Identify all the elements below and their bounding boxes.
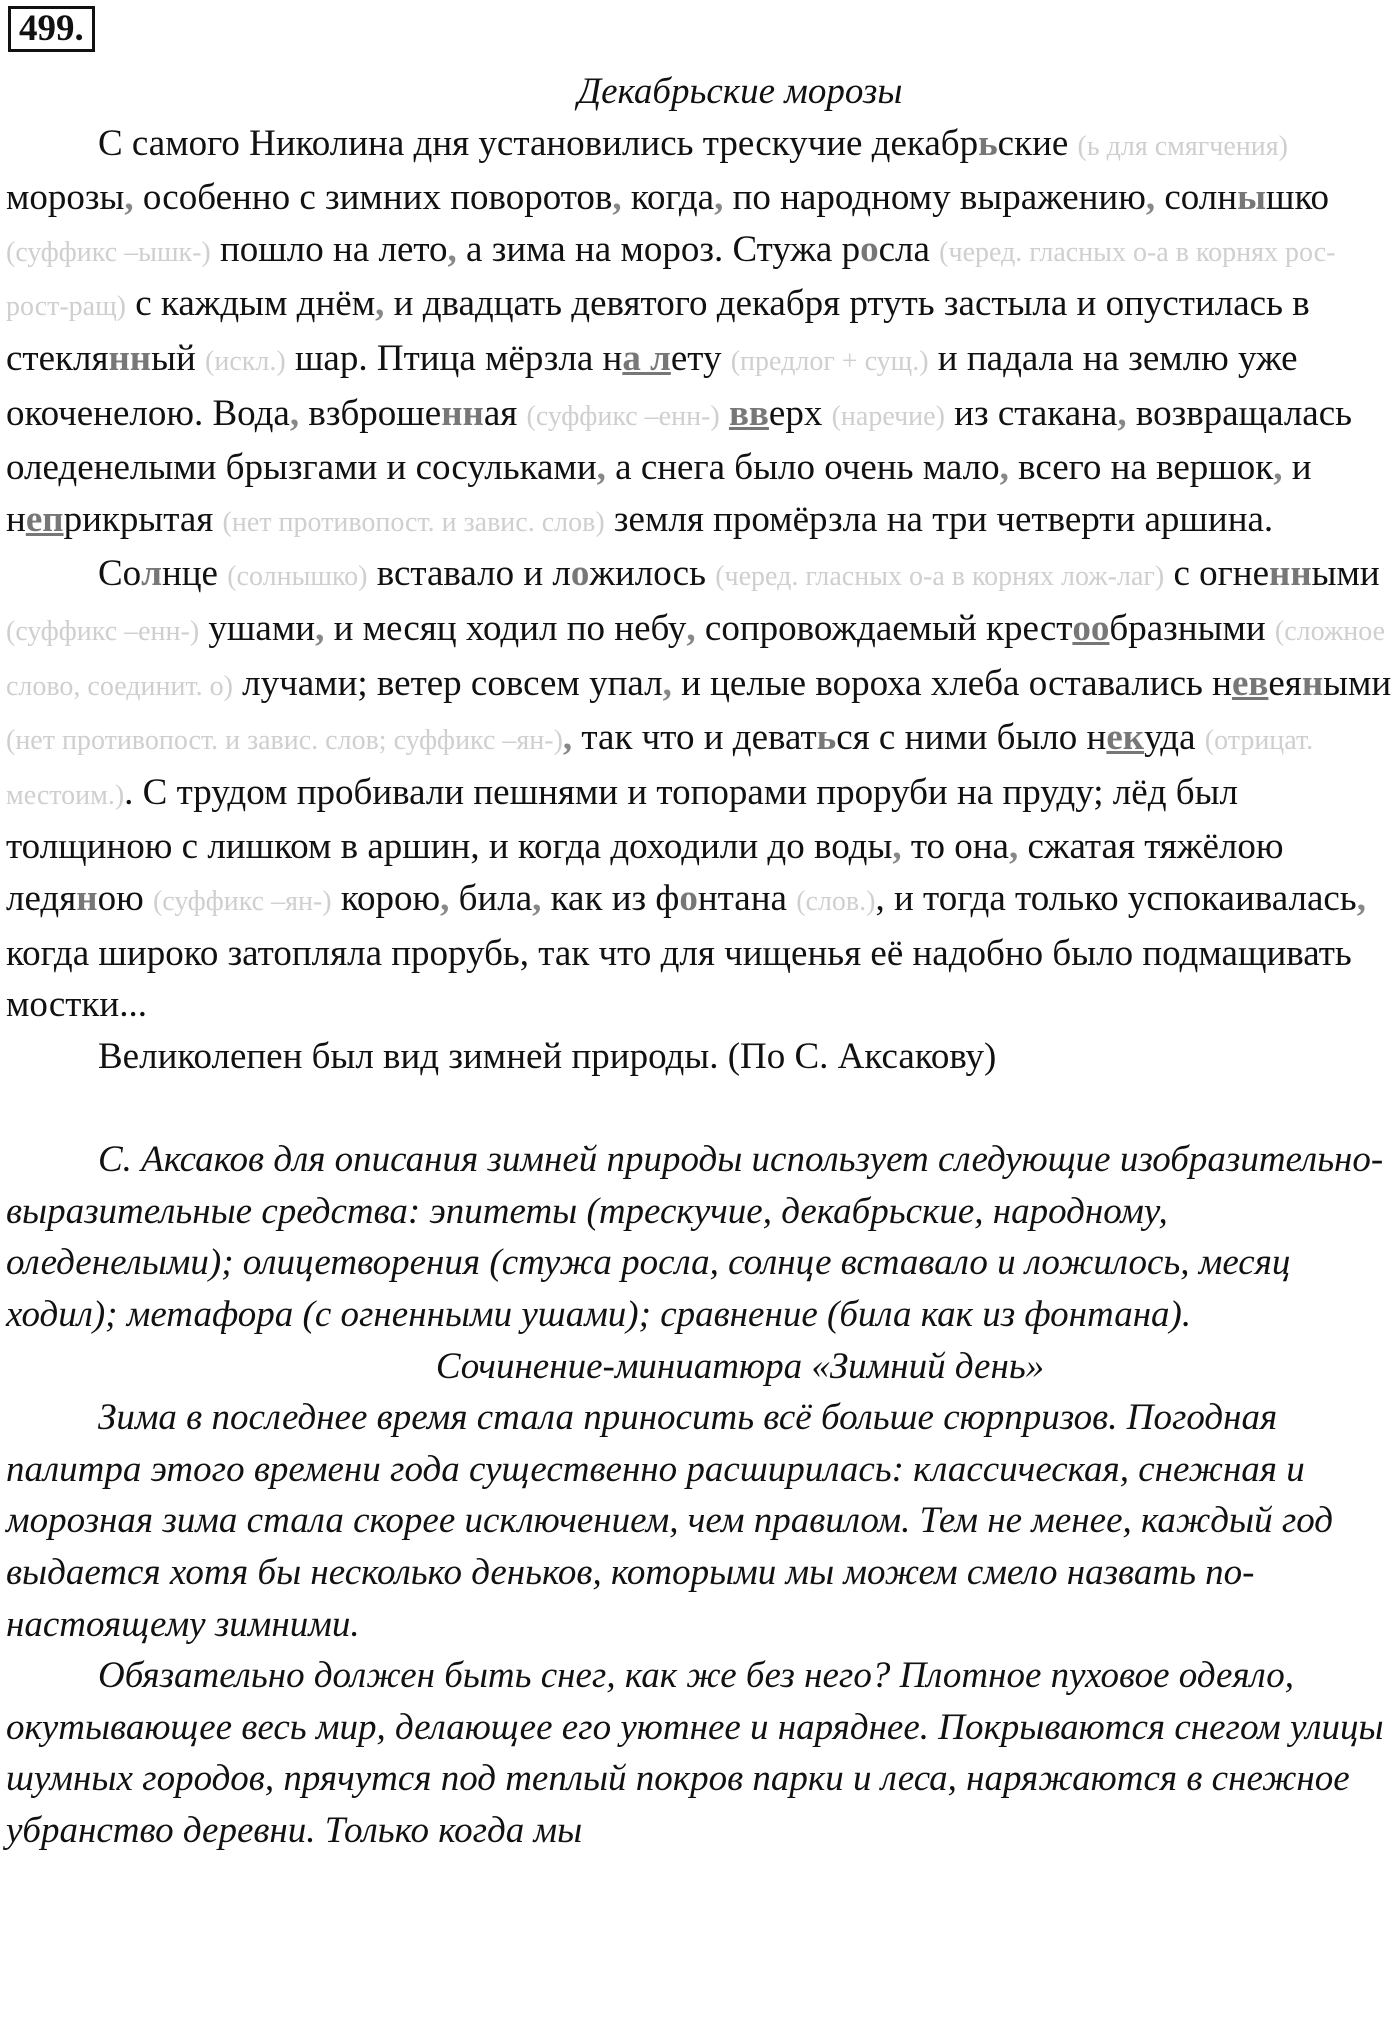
paragraph-3: Великолепен был вид зимней природы. (По С. Аксакову) [98,1035,997,1077]
text-run: ея [1268,662,1302,704]
document-body [6,66,1394,1857]
text-run: то она [901,826,1009,868]
spelling-note: (черед. гласных о-а в корнях рос-рост-ращ) [6,236,1336,323]
text-run: шко [1265,177,1330,219]
highlighted-letter: , [892,826,902,868]
text-run: уда [1144,717,1205,759]
spelling-note: (наречие) [831,400,945,432]
text-run: Со [98,553,142,595]
spelling-note: (предлог + сущ.) [730,345,929,377]
text-run: нце [161,553,228,595]
paragraph-2 [6,548,1394,1030]
spelling-note: (нет противопост. и завис. слов; суффикс –ян-) [6,725,563,757]
text-run: взброше [299,392,442,434]
text-run: из стакана [944,392,1118,434]
highlighted-letter: , [1117,392,1127,434]
text-run: лучами; ветер совсем упал [232,662,663,704]
highlighted-letter: еп [25,498,64,540]
highlighted-letter: , [447,228,457,270]
text-run: шар. Птица мёрзла н [285,337,623,379]
text-run: а снега было очень мало [605,447,1000,489]
highlighted-letter: нн [108,337,152,379]
highlighted-letter: , [532,877,542,919]
essay-title: Сочинение-миниатюра «Зимний день» [435,1345,1045,1387]
text-run: , и тогда только успокаивалась [875,877,1357,919]
highlighted-letter: , [440,877,450,919]
spelling-note: (искл.) [205,345,286,377]
highlighted-letter: нн [441,392,484,434]
text-run: возвращалась оледенелыми брызгами и сосульками [6,392,1353,489]
highlighted-letter: , [662,662,672,704]
text-run [720,393,729,434]
text-run: морозы [6,177,125,219]
text-run: всего на вершок [1008,447,1274,489]
spelling-note: (слов.) [796,885,876,917]
text-run: ерх [768,392,832,434]
text-run: корою [331,877,441,919]
highlighted-letter: , [999,447,1009,489]
text-run: а зима на мороз. Стужа р [456,228,861,270]
text-run: и падала на землю уже окоченелою. Вода [6,337,1298,434]
highlighted-letter: , [124,177,134,219]
text-run: пошло на лето [210,228,448,270]
text-run: и месяц ходил по небу [324,607,687,649]
text-run: сла [878,228,940,270]
text-run: солн [1155,177,1238,219]
text-run: ся с ними было н [836,717,1107,759]
text-run: и целые вороха хлеба оставались н [671,662,1232,704]
highlighted-letter: а л [622,337,671,379]
highlighted-letter: вв [728,392,769,434]
highlighted-letter: о [679,877,698,919]
highlighted-letter: , [315,607,325,649]
highlighted-letter: ек [1106,717,1145,759]
text-run: ушами [199,607,316,649]
text-run: с каждым днём [126,283,376,325]
text-run: вставало и л [367,553,571,595]
text-run: и двадцать девятого декабря ртуть застыла и опустилась в стекля [6,283,1310,379]
text-run: так что и деват [572,717,817,759]
text-run: рикрытая [63,498,223,540]
text-run: бразными [1109,607,1275,649]
analysis-paragraph: С. Аксаков для описания зимней природы использует следующие изобразительно-выразительные средства: эпитеты (трескучие, декабрьские, народному, оледенелыми); олицетворения (стужа росла, солнце вставало и ложилось, месяц ходил); метафора (с огненными ушами); сравнение (била как из фонтана). [6,1139,1384,1336]
spelling-note: (солнышко) [227,561,368,593]
highlighted-letter: , [686,607,696,649]
text-run: как из ф [541,877,680,919]
text-run: ету [670,337,731,379]
spelling-note: (черед. гласных о-а в корнях лож-лаг) [715,561,1165,593]
text-run: сжатая тяжёлою ледя [6,826,1284,919]
highlighted-letter: , [1356,877,1366,919]
text-run: когда широко затопляла прорубь, так что для чищенья её надобно было подмащивать мостки... [6,932,1352,1026]
spelling-note: (суффикс –ышк-) [6,236,211,268]
text-run: и н [6,447,1312,540]
highlighted-letter: , [714,177,724,219]
text-run: жилось [589,553,716,595]
spelling-note: (суффикс –енн-) [526,400,720,432]
highlighted-letter: ь [816,717,837,759]
highlighted-letter: о [860,228,879,270]
spelling-note: (суффикс –енн-) [6,615,200,647]
text-run: ыми [1311,553,1380,595]
text-run: по народному выражению [723,177,1146,219]
highlighted-letter: , [1273,447,1283,489]
text-run: сопровождаемый крест [695,607,1073,649]
text-run: ыми [1323,662,1392,704]
highlighted-letter: , [562,717,573,759]
text-run: ый [151,337,206,379]
highlighted-letter: , [1008,826,1019,868]
highlighted-letter: н [1301,662,1324,704]
highlighted-letter: ь [978,122,998,164]
spelling-note: (сложное слово, соединит. о) [6,615,1386,702]
text-run: когда [621,177,715,219]
text-run: ая [483,392,527,434]
text-run: ою [97,877,153,919]
highlighted-letter: л [141,553,162,595]
highlighted-letter: ы [1237,177,1266,219]
spelling-note: (отрицат. местоим.) [6,725,1314,811]
paragraph-1 [6,118,1394,549]
highlighted-letter: , [1145,177,1156,219]
highlighted-letter: ев [1231,662,1269,704]
text-run: била [449,877,533,919]
text-run: нтана [697,877,797,919]
highlighted-letter: н [76,877,98,919]
exercise-number: 499. [8,6,95,52]
essay-paragraph-1: Зима в последнее время стала приносить всё больше сюрпризов. Погодная палитра этого времени года существенно расширилась: классическая, снежная и морозная зима стала скорее исключением, чем правилом. Тем не менее, каждый год выдается хотя бы несколько деньков, которыми мы можем смело назвать по-настоящему зимними. [6,1397,1333,1645]
highlighted-letter: , [612,177,622,219]
highlighted-letter: , [289,392,300,434]
text-run: . С трудом пробивали пешнями и топорами проруби на пруду; лёд был толщиною с лишком в аршин, и когда доходили до воды [6,771,1238,868]
text-title: Декабрьские морозы [577,71,903,112]
essay-paragraph-2: Обязательно должен быть снег, как же без него? Плотное пуховое одеяло, окутывающее весь мир, делающее его уютнее и наряднее. Покрываются снегом улицы шумных городов, прячутся под теплый покров парки и леса, наряжаются в снежное убранство деревни. Только когда мы [6,1655,1384,1851]
highlighted-letter: о [570,553,590,595]
spelling-note: (суффикс –ян-) [152,885,332,917]
highlighted-letter: оо [1072,607,1110,649]
spelling-note: (ь для смягчения) [1077,130,1288,162]
text-run: особенно с зимних поворотов [133,177,613,219]
text-run: ские [997,122,1078,164]
highlighted-letter: нн [1269,553,1312,595]
highlighted-letter: , [375,283,385,325]
text-run: С самого Николина дня установились трескучие декабр [98,122,979,164]
text-run: с огне [1164,553,1270,595]
text-run: земля промёрзла на три четверти аршина. [604,498,1274,540]
highlighted-letter: , [596,447,606,489]
spelling-note: (нет противопост. и завис. слов) [222,506,605,538]
